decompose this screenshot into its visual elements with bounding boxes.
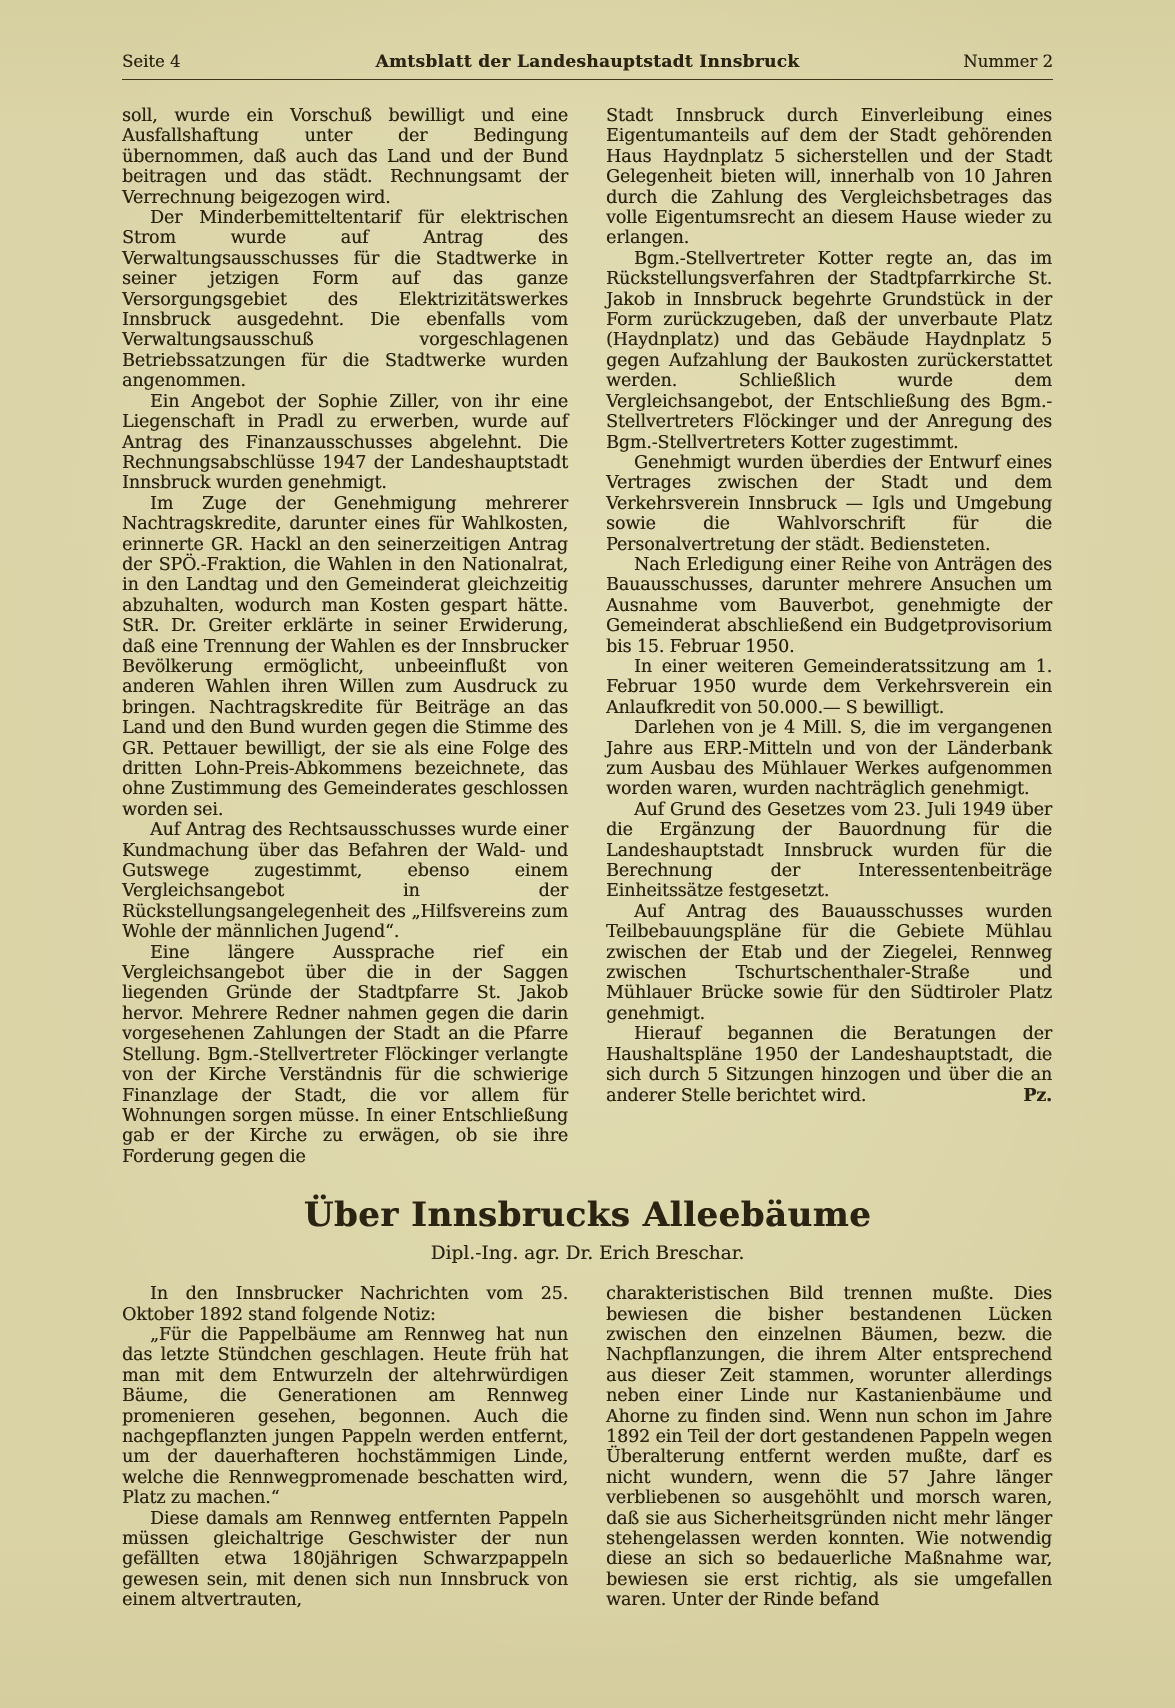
paragraph: „Für die Pappelbäume am Rennweg hat nun das letzte Stündchen geschlagen. Heute früh hat man mit dem Entwurzeln der altehrwürdigen Bäume, die Generationen am Rennweg promenieren gesehen, begonnen. Auch die nachgepflanzten jungen Pappeln werden entfernt, um der dauerhafteren hochstämmigen Linde, welche die Rennwegpromenade beschatten wird, Platz zu machen.“ xyxy=(122,1324,568,1509)
paragraph: Diese damals am Rennweg entfernten Pappeln müssen gleichaltrige Geschwister der nun gefällten etwa 180jährigen Schwarzpappeln gewesen sein, mit denen sich nun Innsbruck von einem altvertrauten, xyxy=(122,1508,568,1611)
paragraph: Ein Angebot der Sophie Ziller, von ihr eine Liegenschaft in Pradl zu erwerben, wurde auf Antrag des Finanzausschusses abgelehnt. Die Rechnungsabschlüsse 1947 der Landeshauptstadt Innsbruck wurden genehmigt. xyxy=(122,391,568,494)
article-columns xyxy=(122,1284,1053,1611)
page-body xyxy=(122,106,1053,1611)
left-column xyxy=(122,1284,568,1611)
paragraph-text: Hierauf begannen die Beratungen der Haushaltspläne 1950 der Landeshauptstadt, die sich durch 5 Sitzungen hinzogen und über die an anderer Stelle berichtet wird. xyxy=(606,1024,1052,1106)
paragraph: Auf Antrag des Rechtsausschusses wurde einer Kundmachung über das Befahren der Wald- und Gutswege zugestimmt, ebenso einem Vergleichsangebot in der Rückstellungsangelegenheit des „Hilfsvereins zum Wohle der männlichen Jugend“. xyxy=(122,820,568,943)
alleebaeume-article xyxy=(122,1195,1053,1611)
publication-title: Amtsblatt der Landeshauptstadt Innsbruck xyxy=(375,52,800,72)
paragraph: Genehmigt wurden überdies der Entwurf eines Vertrages zwischen der Stadt und dem Verkehrsverein Innsbruck — Igls und Umgebung sowie die Wahlvorschrift für die Personalvertretung der städt. Bediensteten. xyxy=(606,452,1052,555)
header-rule xyxy=(122,79,1053,80)
paragraph: In einer weiteren Gemeinderatssitzung am 1. Februar 1950 wurde dem Verkehrsverein ein Anlaufkredit von 50.000.— S bewilligt. xyxy=(606,656,1052,718)
paragraph: Der Minderbemitteltentarif für elektrischen Strom wurde auf Antrag des Verwaltungsausschusses für die Stadtwerke in seiner jetzigen Form auf das ganze Versorgungsgebiet des Elektrizitätswerkes Innsbruck ausgedehnt. Die ebenfalls vom Verwaltungsausschuß vorgeschlagenen Betriebssatzungen für die Stadtwerke wurden angenommen. xyxy=(122,208,568,392)
paragraph xyxy=(606,1024,1052,1106)
council-report-section xyxy=(122,106,1053,1167)
paragraph: Auf Antrag des Bauausschusses wurden Teilbebauungspläne für die Gebiete Mühlau zwischen der Etab und der Ziegelei, Rennweg zwischen Tschurtschenthaler-Straße und Mühlauer Brücke sowie für den Südtiroler Platz genehmigt. xyxy=(606,901,1052,1024)
paragraph: Stadt Innsbruck durch Einverleibung eines Eigentumanteils auf dem der Stadt gehörenden Haus Haydnplatz 5 sicherstellen und der Stadt Gelegenheit bieten will, innerhalb von 10 Jahren durch die Zahlung des Vergleichsbetrages das volle Eigentumsrecht an diesem Hause wieder zu erlangen. xyxy=(606,106,1052,249)
paragraph: Nach Erledigung einer Reihe von Anträgen des Bauausschusses, darunter mehrere Ansuchen um Ausnahme vom Bauverbot, genehmigte der Gemeinderat abschließend ein Budgetprovisorium bis 15. Februar 1950. xyxy=(606,554,1052,657)
left-column xyxy=(122,106,568,1167)
article-byline: Dipl.-Ing. agr. Dr. Erich Breschar. xyxy=(430,1243,745,1265)
paragraph: Auf Grund des Gesetzes vom 23. Juli 1949 über die Ergänzung der Bauordnung für die Landeshauptstadt Innsbruck wurden für die Berechnung der Interessentenbeiträge Einheitssätze festgesetzt. xyxy=(606,799,1052,902)
paragraph: Bgm.-Stellvertreter Kotter regte an, das im Rückstellungsverfahren der Stadtpfarrkirche St. Jakob in Innsbruck begehrte Grundstück in der Form zurückzugeben, daß der unverbaute Platz (Haydnplatz) und das Gebäude Haydnplatz 5 gegen Aufzahlung der Baukosten zurückerstattet werden. Schließlich wurde dem Vergleichsangebot, der Entschließung des Bgm.-Stellvertreters Flöckinger und der Anregung des Bgm.-Stellvertreters Kotter zugestimmt. xyxy=(606,248,1052,453)
page-header xyxy=(122,52,1053,72)
paragraph: Eine längere Aussprache rief ein Vergleichsangebot über die in der Saggen liegenden Gründe der Stadtpfarre St. Jakob hervor. Mehrere Redner nahmen gegen die darin vorgesehenen Zahlungen der Stadt an die Pfarre Stellung. Bgm.-Stellvertreter Flöckinger verlangte von der Kirche Verständnis für die schwierige Finanzlage der Stadt, die vor allem für Wohnungen sorgen müsse. In einer Entschließung gab er der Kirche zu erwägen, ob sie ihre Forderung gegen die xyxy=(122,942,568,1167)
author-initials: Pz. xyxy=(1023,1085,1052,1106)
paragraph: In den Innsbrucker Nachrichten vom 25. Oktober 1892 stand folgende Notiz: xyxy=(122,1284,568,1325)
page-number: Seite 4 xyxy=(122,52,181,71)
paragraph: soll, wurde ein Vorschuß bewilligt und eine Ausfallshaftung unter der Bedingung übernommen, daß auch das Land und der Bund beitragen und das städt. Rechnungsamt der Verrechnung beigezogen wird. xyxy=(122,106,568,208)
right-column xyxy=(606,1284,1052,1611)
issue-number: Nummer 2 xyxy=(963,52,1053,71)
paragraph: Darlehen von je 4 Mill. S, die im vergangenen Jahre aus ERP.-Mitteln und von der Länderbank zum Ausbau des Mühlauer Werkes aufgenommen worden waren, wurden nachträglich genehmigt. xyxy=(606,718,1052,800)
paragraph: charakteristischen Bild trennen mußte. Dies bewiesen die bisher bestandenen Lücken zwischen den einzelnen Bäumen, bezw. die Nachpflanzungen, die ihrem Alter entsprechend aus dieser Zeit stammen, worunter allerdings neben einer Linde nur Kastanienbäume und Ahorne zu finden sind. Wenn nun schon im Jahre 1892 ein Teil der dort gestandenen Pappeln wegen Überalterung entfernt werden mußte, darf es nicht wundern, wenn die 57 Jahre länger verbliebenen so ausgehöhlt und morsch waren, daß sie aus Sicherheitsgründen nicht mehr länger stehengelassen werden konnten. Wie notwendig diese an sich so bedauerliche Maßnahme war, bewiesen sie erst richtig, als sie umgefallen waren. Unter der Rinde befand xyxy=(606,1284,1052,1611)
article-title: Über Innsbrucks Alleebäume xyxy=(303,1195,872,1236)
paragraph: Im Zuge der Genehmigung mehrerer Nachtragskredite, darunter eines für Wahlkosten, erinnerte GR. Hackl an den seinerzeitigen Antrag der SPÖ.-Fraktion, die Wahlen in den Nationalrat, in den Landtag und den Gemeinderat gleichzeitig abzuhalten, wodurch man Kosten gespart hätte. StR. Dr. Greiter erklärte in seiner Erwiderung, daß eine Trennung der Wahlen es der Innsbrucker Bevölkerung ermöglicht, unbeeinflußt von anderen Wahlen ihren Willen zum Ausdruck zu bringen. Nachtragskredite für Beiträge an das Land und den Bund wurden gegen die Stimme des GR. Pettauer bewilligt, der sie als eine Folge des dritten Lohn-Preis-Abkommens bezeichnete, das ohne Zustimmung des Gemeinderates geschlossen worden sei. xyxy=(122,493,568,820)
right-column xyxy=(606,106,1052,1167)
